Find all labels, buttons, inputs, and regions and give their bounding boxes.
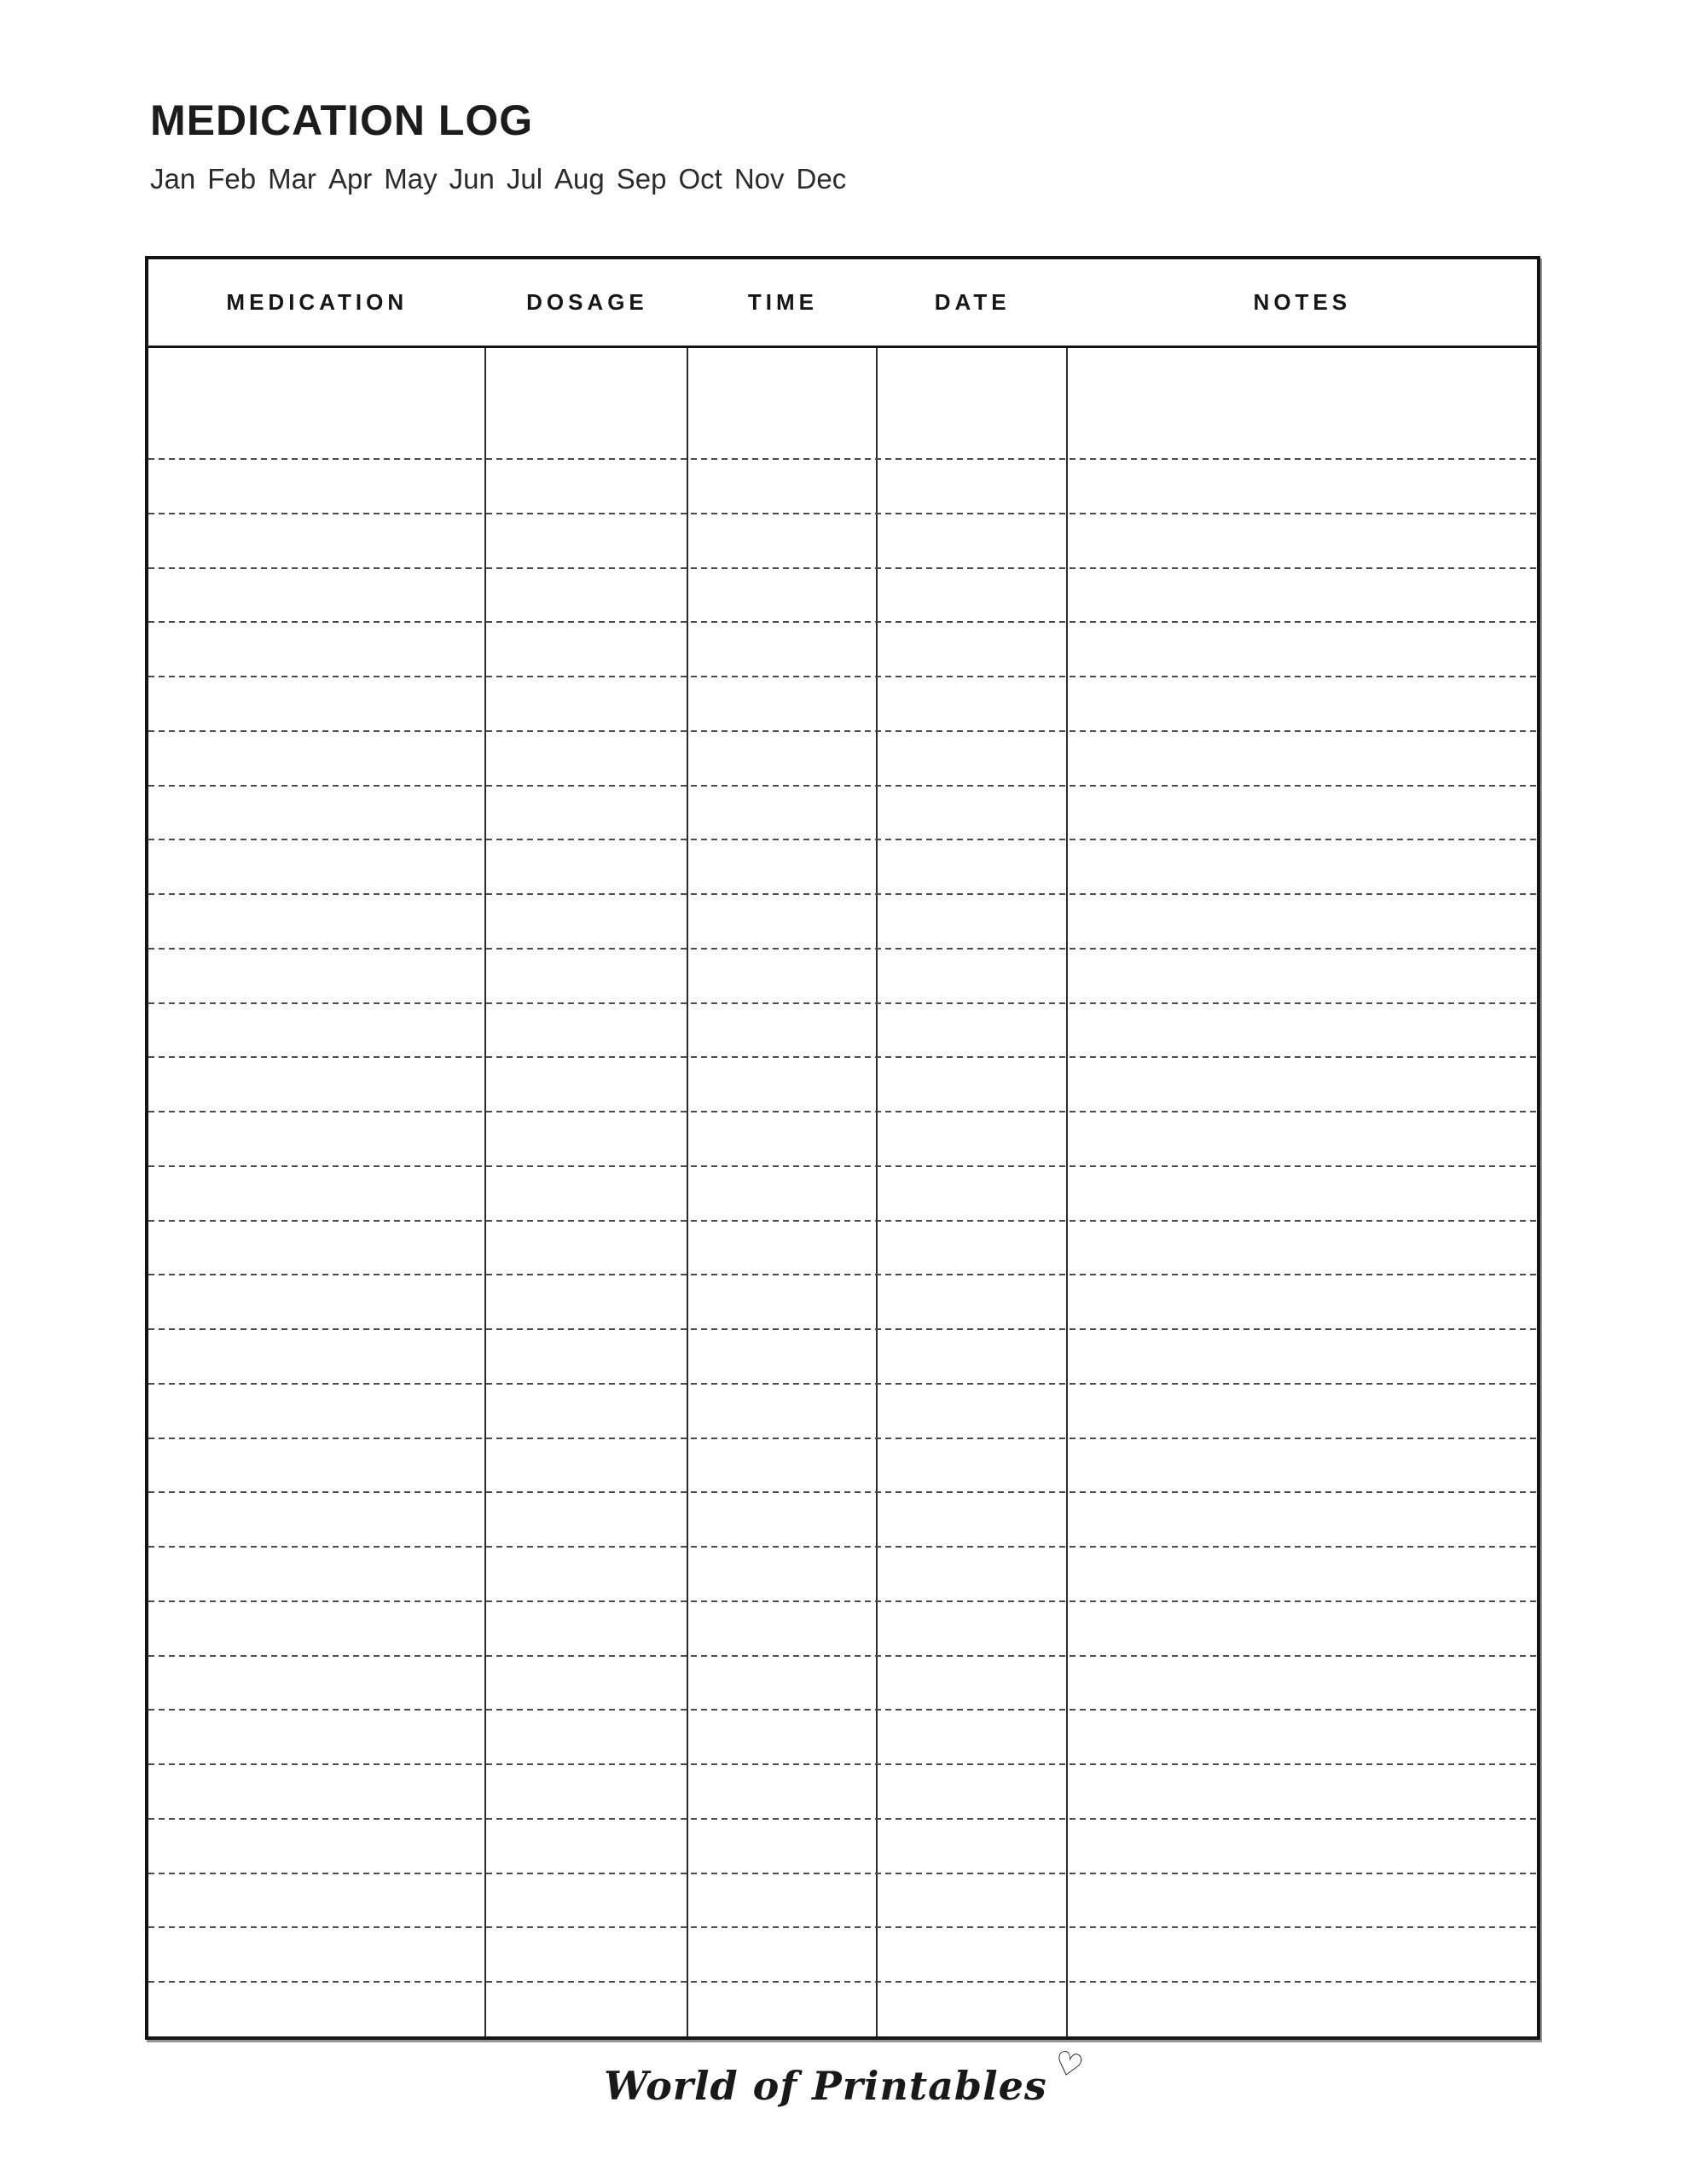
cell-time-row-18[interactable]	[688, 1329, 877, 1384]
cell-time-row-3[interactable]	[688, 514, 877, 568]
cell-medication-row-20[interactable]	[148, 1438, 486, 1493]
cell-date-row-3[interactable]	[878, 514, 1068, 568]
cell-notes-row-7[interactable]	[1068, 731, 1537, 786]
table-row	[148, 1873, 1537, 1928]
cell-date-row-25[interactable]	[878, 1710, 1068, 1764]
cell-dosage-row-6[interactable]	[486, 677, 689, 731]
table-row	[148, 1057, 1537, 1112]
table-row	[148, 1982, 1537, 2036]
cell-dosage-row-4[interactable]	[486, 568, 689, 623]
table-row	[148, 1166, 1537, 1221]
cell-date-row-27[interactable]	[878, 1819, 1068, 1873]
table-row	[148, 786, 1537, 840]
column-header-notes: NOTES	[1253, 289, 1352, 315]
cell-medication-row-7[interactable]	[148, 731, 486, 786]
cell-notes-row-30[interactable]	[1068, 1982, 1537, 2036]
table-row	[148, 459, 1537, 514]
cell-notes-row-29[interactable]	[1068, 1927, 1537, 1982]
cell-time-row-28[interactable]	[688, 1873, 877, 1928]
cell-medication-row-1[interactable]	[148, 348, 486, 459]
cell-time-row-20[interactable]	[688, 1438, 877, 1493]
table-row	[148, 839, 1537, 894]
cell-dosage-row-12[interactable]	[486, 1003, 689, 1058]
table-row	[148, 1003, 1537, 1058]
cell-notes-row-20[interactable]	[1068, 1438, 1537, 1493]
cell-date-row-13[interactable]	[878, 1057, 1068, 1112]
column-header-dosage: DOSAGE	[526, 289, 648, 315]
cell-date-row-18[interactable]	[878, 1329, 1068, 1384]
cell-date-row-9[interactable]	[878, 839, 1068, 894]
month-tab-feb[interactable]: Feb	[207, 163, 257, 195]
cell-date-row-22[interactable]	[878, 1547, 1068, 1601]
cell-dosage-row-3[interactable]	[486, 514, 689, 568]
cell-dosage-row-28[interactable]	[486, 1873, 689, 1928]
cell-notes-row-22[interactable]	[1068, 1547, 1537, 1601]
month-tab-jul[interactable]: Jul	[506, 163, 543, 195]
cell-dosage-row-29[interactable]	[486, 1927, 689, 1982]
month-tab-dec[interactable]: Dec	[796, 163, 847, 195]
brand-text: World of Printables	[604, 2063, 1047, 2109]
table-row	[148, 1384, 1537, 1438]
cell-time-row-23[interactable]	[688, 1601, 877, 1656]
table-row	[148, 1601, 1537, 1656]
cell-time-row-26[interactable]	[688, 1764, 877, 1819]
table-row	[148, 677, 1537, 731]
cell-time-row-22[interactable]	[688, 1547, 877, 1601]
cell-time-row-17[interactable]	[688, 1275, 877, 1329]
table-header-row	[148, 259, 1537, 348]
cell-notes-row-14[interactable]	[1068, 1112, 1537, 1166]
table-row	[148, 1492, 1537, 1547]
cell-date-row-20[interactable]	[878, 1438, 1068, 1493]
cell-date-row-4[interactable]	[878, 568, 1068, 623]
cell-medication-row-26[interactable]	[148, 1764, 486, 1819]
cell-dosage-row-14[interactable]	[486, 1112, 689, 1166]
cell-time-row-1[interactable]	[688, 348, 877, 459]
cell-time-row-29[interactable]	[688, 1927, 877, 1982]
cell-notes-row-19[interactable]	[1068, 1384, 1537, 1438]
table-body	[148, 348, 1537, 2036]
cell-medication-row-9[interactable]	[148, 839, 486, 894]
cell-dosage-row-21[interactable]	[486, 1492, 689, 1547]
cell-dosage-row-19[interactable]	[486, 1384, 689, 1438]
cell-notes-row-5[interactable]	[1068, 622, 1537, 677]
cell-notes-row-8[interactable]	[1068, 786, 1537, 840]
cell-notes-row-2[interactable]	[1068, 459, 1537, 514]
cell-time-row-4[interactable]	[688, 568, 877, 623]
cell-medication-row-29[interactable]	[148, 1927, 486, 1982]
cell-time-row-6[interactable]	[688, 677, 877, 731]
cell-dosage-row-10[interactable]	[486, 894, 689, 949]
cell-time-row-13[interactable]	[688, 1057, 877, 1112]
cell-medication-row-27[interactable]	[148, 1819, 486, 1873]
cell-medication-row-4[interactable]	[148, 568, 486, 623]
table-row	[148, 1764, 1537, 1819]
column-header-time: TIME	[747, 289, 819, 315]
cell-dosage-row-25[interactable]	[486, 1710, 689, 1764]
cell-notes-row-27[interactable]	[1068, 1819, 1537, 1873]
cell-date-row-12[interactable]	[878, 1003, 1068, 1058]
cell-medication-row-5[interactable]	[148, 622, 486, 677]
table-row	[148, 949, 1537, 1003]
cell-time-row-10[interactable]	[688, 894, 877, 949]
table-row	[148, 1710, 1537, 1764]
cell-medication-row-25[interactable]	[148, 1710, 486, 1764]
cell-date-row-1[interactable]	[878, 348, 1068, 459]
cell-notes-row-24[interactable]	[1068, 1656, 1537, 1711]
cell-dosage-row-26[interactable]	[486, 1764, 689, 1819]
cell-medication-row-21[interactable]	[148, 1492, 486, 1547]
table-row	[148, 1221, 1537, 1275]
cell-date-row-5[interactable]	[878, 622, 1068, 677]
cell-time-row-19[interactable]	[688, 1384, 877, 1438]
cell-dosage-row-1[interactable]	[486, 348, 689, 459]
table-row	[148, 1329, 1537, 1384]
cell-time-row-27[interactable]	[688, 1819, 877, 1873]
table-row	[148, 348, 1537, 459]
cell-notes-row-6[interactable]	[1068, 677, 1537, 731]
table-row	[148, 1438, 1537, 1493]
cell-time-row-21[interactable]	[688, 1492, 877, 1547]
cell-medication-row-15[interactable]	[148, 1166, 486, 1221]
cell-medication-row-10[interactable]	[148, 894, 486, 949]
cell-dosage-row-15[interactable]	[486, 1166, 689, 1221]
table-row	[148, 731, 1537, 786]
month-tab-nov[interactable]: Nov	[733, 163, 785, 195]
cell-medication-row-17[interactable]	[148, 1275, 486, 1329]
table-row	[148, 1927, 1537, 1982]
column-header-date: DATE	[934, 289, 1011, 315]
cell-date-row-24[interactable]	[878, 1656, 1068, 1711]
cell-notes-row-16[interactable]	[1068, 1221, 1537, 1275]
cell-medication-row-23[interactable]	[148, 1601, 486, 1656]
medication-log-table	[145, 256, 1540, 2040]
cell-dosage-row-20[interactable]	[486, 1438, 689, 1493]
cell-dosage-row-24[interactable]	[486, 1656, 689, 1711]
cell-dosage-row-22[interactable]	[486, 1547, 689, 1601]
cell-time-row-9[interactable]	[688, 839, 877, 894]
month-tab-aug[interactable]: Aug	[554, 163, 605, 195]
cell-notes-row-23[interactable]	[1068, 1601, 1537, 1656]
cell-notes-row-9[interactable]	[1068, 839, 1537, 894]
cell-dosage-row-7[interactable]	[486, 731, 689, 786]
cell-notes-row-25[interactable]	[1068, 1710, 1537, 1764]
cell-medication-row-14[interactable]	[148, 1112, 486, 1166]
cell-time-row-25[interactable]	[688, 1710, 877, 1764]
cell-dosage-row-16[interactable]	[486, 1221, 689, 1275]
cell-notes-row-21[interactable]	[1068, 1492, 1537, 1547]
cell-date-row-29[interactable]	[878, 1927, 1068, 1982]
cell-date-row-26[interactable]	[878, 1764, 1068, 1819]
cell-notes-row-13[interactable]	[1068, 1057, 1537, 1112]
cell-time-row-30[interactable]	[688, 1982, 877, 2036]
cell-notes-row-26[interactable]	[1068, 1764, 1537, 1819]
cell-date-row-10[interactable]	[878, 894, 1068, 949]
cell-date-row-17[interactable]	[878, 1275, 1068, 1329]
cell-date-row-16[interactable]	[878, 1221, 1068, 1275]
cell-time-row-7[interactable]	[688, 731, 877, 786]
month-tab-sep[interactable]: Sep	[616, 163, 667, 195]
cell-time-row-12[interactable]	[688, 1003, 877, 1058]
cell-notes-row-11[interactable]	[1068, 949, 1537, 1003]
cell-date-row-30[interactable]	[878, 1982, 1068, 2036]
cell-date-row-21[interactable]	[878, 1492, 1068, 1547]
table-row	[148, 514, 1537, 568]
cell-time-row-24[interactable]	[688, 1656, 877, 1711]
cell-notes-row-18[interactable]	[1068, 1329, 1537, 1384]
cell-dosage-row-5[interactable]	[486, 622, 689, 677]
cell-date-row-11[interactable]	[878, 949, 1068, 1003]
table-row	[148, 1112, 1537, 1166]
cell-medication-row-2[interactable]	[148, 459, 486, 514]
cell-medication-row-13[interactable]	[148, 1057, 486, 1112]
cell-time-row-14[interactable]	[688, 1112, 877, 1166]
cell-dosage-row-23[interactable]	[486, 1601, 689, 1656]
cell-notes-row-4[interactable]	[1068, 568, 1537, 623]
footer-logo	[0, 2042, 1687, 2109]
cell-dosage-row-30[interactable]	[486, 1982, 689, 2036]
cell-date-row-8[interactable]	[878, 786, 1068, 840]
cell-notes-row-15[interactable]	[1068, 1166, 1537, 1221]
cell-medication-row-12[interactable]	[148, 1003, 486, 1058]
cell-medication-row-8[interactable]	[148, 786, 486, 840]
cell-dosage-row-8[interactable]	[486, 786, 689, 840]
cell-date-row-28[interactable]	[878, 1873, 1068, 1928]
table-row	[148, 894, 1537, 949]
table-row	[148, 1275, 1537, 1329]
cell-date-row-6[interactable]	[878, 677, 1068, 731]
heart-icon: ♡	[1049, 2042, 1087, 2087]
cell-date-row-15[interactable]	[878, 1166, 1068, 1221]
cell-dosage-row-9[interactable]	[486, 839, 689, 894]
cell-medication-row-24[interactable]	[148, 1656, 486, 1711]
table-row	[148, 1547, 1537, 1601]
cell-medication-row-28[interactable]	[148, 1873, 486, 1928]
cell-notes-row-12[interactable]	[1068, 1003, 1537, 1058]
month-tab-may[interactable]: May	[384, 163, 438, 195]
cell-dosage-row-11[interactable]	[486, 949, 689, 1003]
cell-time-row-2[interactable]	[688, 459, 877, 514]
cell-date-row-14[interactable]	[878, 1112, 1068, 1166]
cell-medication-row-30[interactable]	[148, 1982, 486, 2036]
cell-dosage-row-27[interactable]	[486, 1819, 689, 1873]
cell-time-row-15[interactable]	[688, 1166, 877, 1221]
cell-medication-row-18[interactable]	[148, 1329, 486, 1384]
cell-medication-row-22[interactable]	[148, 1547, 486, 1601]
month-tab-jan[interactable]: Jan	[150, 163, 196, 195]
cell-time-row-5[interactable]	[688, 622, 877, 677]
cell-dosage-row-2[interactable]	[486, 459, 689, 514]
table-row	[148, 1819, 1537, 1873]
month-tabs	[150, 162, 858, 196]
cell-notes-row-1[interactable]	[1068, 348, 1537, 459]
cell-medication-row-6[interactable]	[148, 677, 486, 731]
cell-time-row-16[interactable]	[688, 1221, 877, 1275]
cell-notes-row-17[interactable]	[1068, 1275, 1537, 1329]
cell-date-row-23[interactable]	[878, 1601, 1068, 1656]
cell-time-row-11[interactable]	[688, 949, 877, 1003]
cell-medication-row-19[interactable]	[148, 1384, 486, 1438]
cell-date-row-2[interactable]	[878, 459, 1068, 514]
cell-notes-row-10[interactable]	[1068, 894, 1537, 949]
month-tab-jun[interactable]: Jun	[449, 163, 495, 195]
cell-notes-row-3[interactable]	[1068, 514, 1537, 568]
cell-date-row-19[interactable]	[878, 1384, 1068, 1438]
cell-dosage-row-13[interactable]	[486, 1057, 689, 1112]
cell-dosage-row-17[interactable]	[486, 1275, 689, 1329]
table-row	[148, 622, 1537, 677]
table-row	[148, 1656, 1537, 1711]
column-header-medication: MEDICATION	[226, 289, 409, 315]
month-tab-mar[interactable]: Mar	[268, 163, 316, 195]
page-title: MEDICATION LOG	[150, 96, 534, 144]
cell-date-row-7[interactable]	[878, 731, 1068, 786]
cell-medication-row-3[interactable]	[148, 514, 486, 568]
table-row	[148, 568, 1537, 623]
cell-time-row-8[interactable]	[688, 786, 877, 840]
month-tab-oct[interactable]: Oct	[678, 163, 722, 195]
cell-medication-row-16[interactable]	[148, 1221, 486, 1275]
cell-dosage-row-18[interactable]	[486, 1329, 689, 1384]
month-tab-apr[interactable]: Apr	[328, 163, 373, 195]
cell-medication-row-11[interactable]	[148, 949, 486, 1003]
cell-notes-row-28[interactable]	[1068, 1873, 1537, 1928]
